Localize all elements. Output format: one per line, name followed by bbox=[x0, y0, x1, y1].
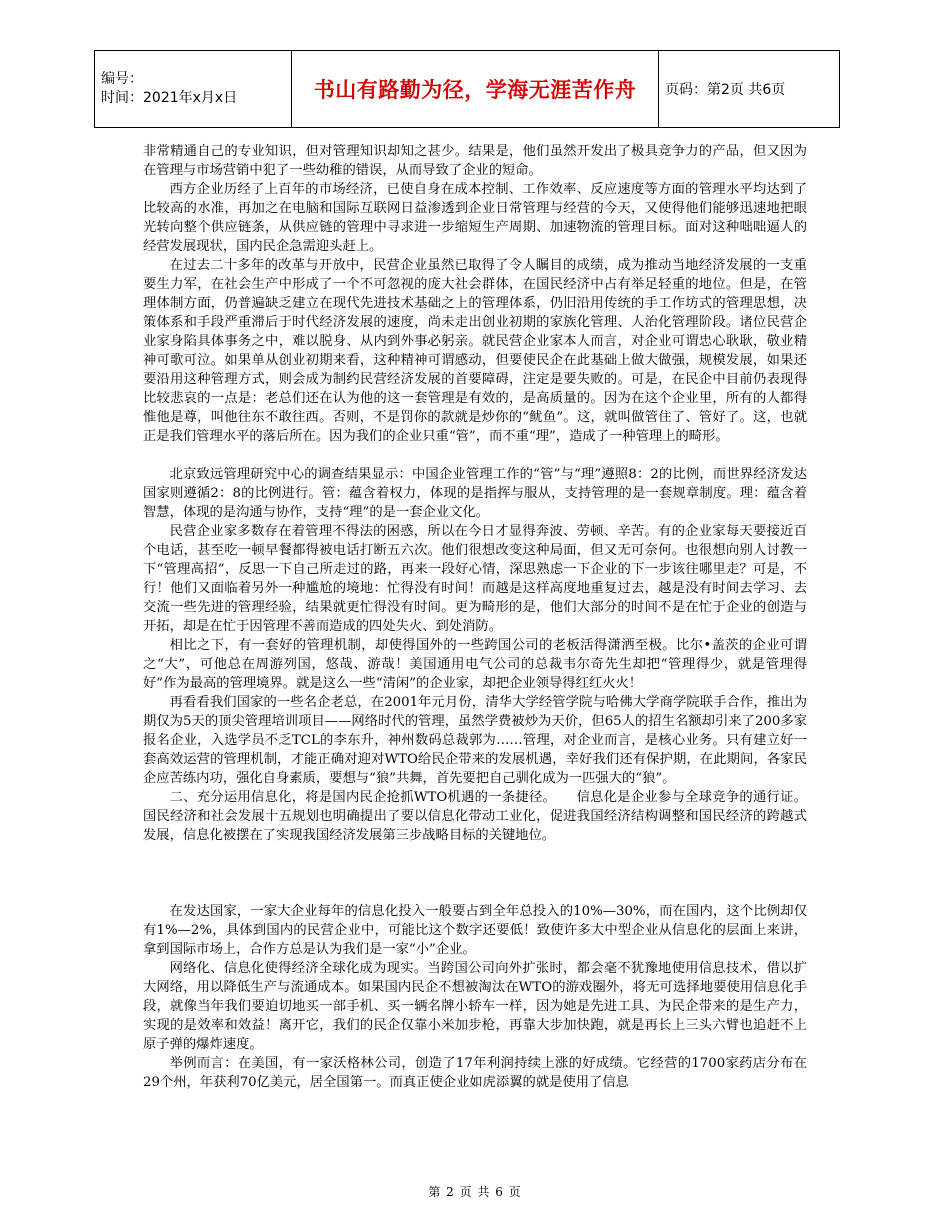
paragraph-gap bbox=[143, 845, 807, 902]
paragraph: 非常精通自己的专业知识，但对管理知识却知之甚少。结果是，他们虽然开发出了极具竞争力的产品，但又因为在管理与市场营销中犯了一些幼稚的错误，从而导致了企业的短命。 bbox=[143, 144, 807, 178]
paragraph: 相比之下，有一套好的管理机制，却使得国外的一些跨国公司的老板活得潇洒至极。比尔•盖茨的企业可谓之“大”，可他总在周游列国，悠哉、游哉！美国通用电气公司的总裁韦尔奇先生却把“管理得少，就是管理得好”作为最高的管理境界。就是这么一些“清闲”的企业家，却把企业领导得红红火火！ bbox=[143, 638, 807, 691]
page-footer: 第 2 页 共 6 页 bbox=[428, 1185, 522, 1199]
document-time-label: 时间：2021年x月x日 bbox=[101, 90, 238, 106]
paragraph: 再看看我们国家的一些名企老总，在2001年元月份，清华大学经管学院与哈佛大学商学院联手合作，推出为期仅为5天的顶尖管理培训项目——网络时代的管理，虽然学费被炒为天价，但65人的招生名额却引来了200多家报名企业，入选学员不乏TCL的李东升，神州数码总裁郭为……管理，对企业而言，是核心业务。只有建立好一套高效运营的管理机制，才能正确对迎对WTO给民企带来的发展机遇，幸好我们还有保护期，在此期间，各家民企应苦练内功，强化自身素质，要想与“狼”共舞，首先要把自己驯化成为一匹强大的“狼”。 bbox=[143, 695, 807, 786]
paragraph: 网络化、信息化使得经济全球化成为现实。当跨国公司向外扩张时，都会毫不犹豫地使用信息技术，借以扩大网络，用以降低生产与流通成本。如果国内民企不想被淘汰在WTO的游戏圈外，将无可选择地要使用信息化手段，就像当年我们要迫切地买一部手机、买一辆名牌小轿车一样，因为她是先进工具、为民企带来的是生产力，实现的是效率和效益！离开它，我们的民企仅靠小米加步枪，再靠大步加快跑，就是再长上三头六臂也追赶不上原子弹的爆炸速度。 bbox=[143, 961, 807, 1052]
paragraph: 在过去二十多年的改革与开放中，民营企业虽然已取得了令人瞩目的成绩，成为推动当地经济发展的一支重要生力军，在社会生产中形成了一个不可忽视的庞大社会群体，在国民经济中占有举足轻重的地位。但是，在管理体制方面，仍普遍缺乏建立在现代先进技术基础之上的管理体系，仍旧沿用传统的手工作坊式的管理思想，决策体系和手段严重滞后于时代经济发展的速度，尚未走出创业初期的家族化管理、人治化管理阶段。诸位民营企业家身陷具体事务之中，难以脱身、从内到外事必躬亲。就民营企业家本人而言，对企业可谓忠心耿耿，敬业精神可歌可泣。如果单从创业初期来看，这种精神可谓感动，但要使民企在此基础上做大做强，规模发展，如果还要沿用这种管理方式，则会成为制约民营经济发展的首要障碍，注定是要失败的。可是，在民企中目前仍表现得比较悲哀的一点是：老总们还在认为他的这一套管理是有效的，是高质量的。因为在这个企业里，所有的人都得惟他是尊，叫他往东不敢往西。否则，不是罚你的款就是炒你的“鱿鱼”。这，就叫做管住了、管好了。这，也就正是我们管理水平的落后所在。因为我们的企业只重“管”，而不重“理”，造成了一种管理上的畸形。 bbox=[143, 258, 807, 444]
document-number-label: 编号： bbox=[101, 71, 143, 87]
header-page-number: 页码：第2页 共6页 bbox=[659, 51, 840, 128]
paragraph: 西方企业历经了上百年的市场经济，已使自身在成本控制、工作效率、反应速度等方面的管理水平均达到了比较高的水准，再加之在电脑和国际互联网日益渗透到企业日常管理与经营的今天，又使得他们能够迅速地把眼光转向整个供应链条，从供应链的管理中寻求进一步缩短生产周期、加速物流的管理目标。面对这种咄咄逼人的经营发展现状，国内民企急需迎头赶上。 bbox=[143, 182, 807, 254]
paragraph: 民营企业家多数存在着管理不得法的困惑，所以在今日才显得奔波、劳顿、辛苦。有的企业家每天要接近百个电话，甚至吃一顿早餐都得被电话打断五六次。他们很想改变这种局面，但又无可奈何。也很想向别人讨教一下“管理高招”，反思一下自己所走过的路，再来一段好心情，深思熟虑一下企业的下一步该往哪里走？可是，不行！他们又面临着另外一种尴尬的境地：忙得没有时间！而越是这样高度地重复过去，越是没有时间去学习、去交流一些先进的管理经验，结果就更忙得没有时间。更为畸形的是，他们大部分的时间不是在忙于企业的创造与开拓，却是在忙于因管理不善而造成的四处失火、到处消防。 bbox=[143, 524, 807, 634]
header-meta bbox=[95, 51, 292, 128]
paragraph: 北京致远管理研究中心的调查结果显示：中国企业管理工作的“管”与“理”遵照8：2的比例，而世界经济发达国家则遵循2：8的比例进行。管：蕴含着权力，体现的是指挥与服从，支持管理的是一套规章制度。理：蕴含着智慧，体现的是沟通与协作，支持“理”的是一套企业文化。 bbox=[143, 467, 807, 520]
paragraph-gap bbox=[143, 446, 807, 465]
paragraph: 在发达国家，一家大企业每年的信息化投入一般要占到全年总投入的10%—30%，而在国内，这个比例却仅有1%—2%，具体到国内的民营企业中，可能比这个数字还要低！致使许多大中型企业从信息化的层面上来讲，拿到国际市场上，合作方总是认为我们是一家“小”企业。 bbox=[143, 904, 807, 957]
paragraph: 二、充分运用信息化，将是国内民企抢抓WTO机遇的一条捷径。 信息化是企业参与全球竞争的通行证。国民经济和社会发展十五规划也明确提出了要以信息化带动工业化，促进我国经济结构调整和国民经济的跨越式发展，信息化被摆在了实现我国经济发展第三步战略目标的关键地位。 bbox=[143, 790, 807, 843]
header-motto: 书山有路勤为径，学海无涯苦作舟 bbox=[292, 51, 659, 128]
paragraph: 举例而言：在美国，有一家沃格林公司，创造了17年利润持续上涨的好成绩。它经营的1700家药店分布在29个州，年获利70亿美元，居全国第一。而真正使企业如虎添翼的就是使用了信息 bbox=[143, 1056, 807, 1090]
document-body bbox=[143, 142, 807, 1092]
page-header bbox=[94, 50, 840, 128]
